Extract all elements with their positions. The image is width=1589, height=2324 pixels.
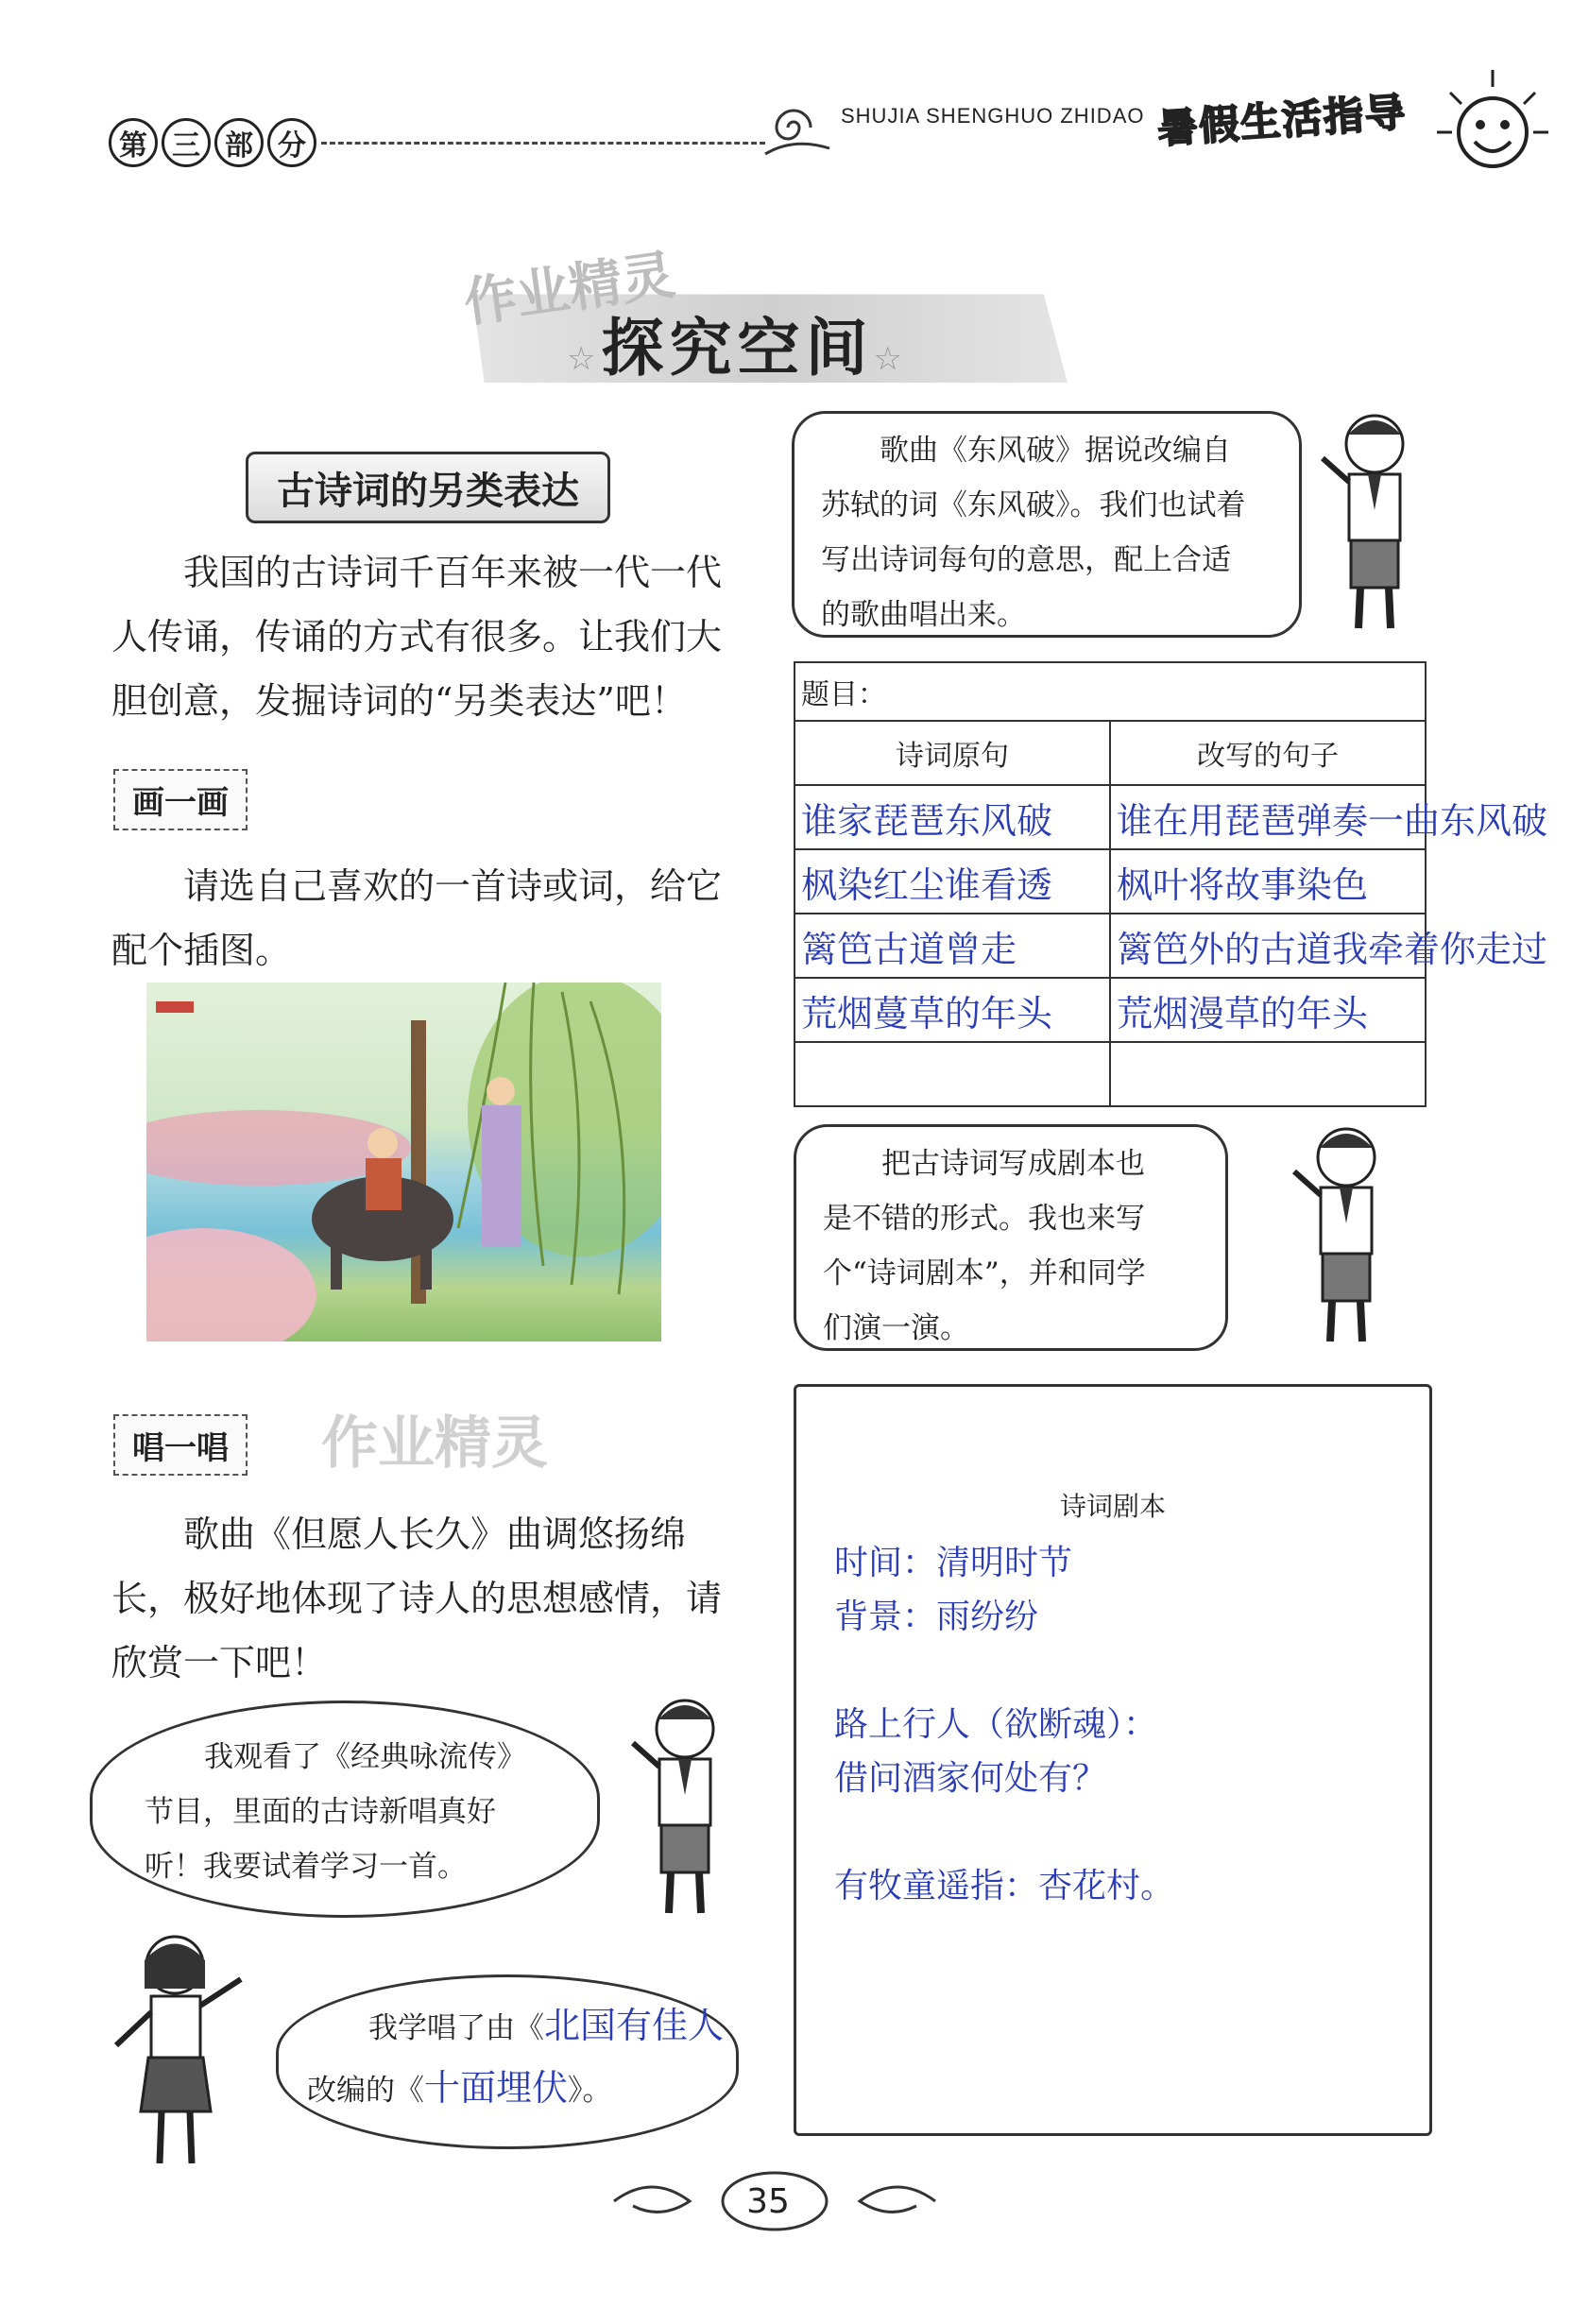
draw-line: 请选自己喜欢的一首诗或词，给它 xyxy=(183,865,723,907)
part-label xyxy=(109,118,316,167)
bubble-line xyxy=(368,1998,724,2056)
draw-instruction xyxy=(111,854,754,983)
script-body xyxy=(834,1536,1401,1913)
intro-line: 我国的古诗词千百年来被一代一代 xyxy=(183,552,723,593)
script-line[interactable]: 路上行人（欲断魂）： xyxy=(834,1705,1158,1744)
script-line[interactable]: 时间：清明时节 xyxy=(834,1544,1073,1582)
bubble-line xyxy=(307,2060,612,2118)
sing-line: 长，极好地体现了诗人的思想感情，请 xyxy=(111,1578,723,1619)
rewritten-line[interactable]: 荒烟漫草的年头 xyxy=(1110,978,1426,1042)
bubble-line: 写出诗词每句的意思，配上合适 xyxy=(821,543,1231,577)
original-line[interactable]: 篱笆古道曾走 xyxy=(794,914,1110,978)
watermark: 作业精灵 xyxy=(321,1410,548,1477)
sing-line: 歌曲《但愿人长久》曲调悠扬绵 xyxy=(183,1513,687,1555)
boy-figure-icon xyxy=(1313,406,1436,642)
bubble-text: 我学唱了由《 xyxy=(368,2011,544,2045)
table-header: 改写的句子 xyxy=(1110,721,1426,785)
script-line[interactable] xyxy=(834,1805,1401,1859)
section-title xyxy=(567,298,908,387)
speech-bubble-boy xyxy=(90,1700,600,1918)
bubble-line: 个“诗词剧本”，并和同学 xyxy=(823,1256,1146,1290)
original-line[interactable] xyxy=(794,1042,1110,1106)
original-line[interactable]: 荒烟蔓草的年头 xyxy=(794,978,1110,1042)
sing-instruction xyxy=(111,1502,754,1695)
bubble-text: 》。 xyxy=(568,2074,612,2108)
poem-illustration xyxy=(146,983,661,1341)
part-char: 部 xyxy=(214,118,264,167)
rewritten-line[interactable]: 枫叶将故事染色 xyxy=(1110,849,1426,914)
intro-paragraph xyxy=(111,540,754,733)
bubble-line: 是不错的形式。我也来写 xyxy=(823,1202,1145,1236)
script-line[interactable] xyxy=(834,1644,1401,1698)
girl-figure-icon xyxy=(99,1922,260,2178)
bubble-line: 们演一演。 xyxy=(823,1311,969,1345)
script-title: 诗词剧本 xyxy=(1059,1491,1166,1522)
brand-logo: 暑假生活指导 xyxy=(1155,88,1409,153)
speech-bubble-mid xyxy=(794,1124,1228,1351)
header-pinyin: SHUJIA SHENGHUO ZHIDAO xyxy=(841,104,1145,128)
script-line[interactable]: 借问酒家何处有？ xyxy=(834,1759,1107,1798)
speech-bubble-top xyxy=(792,411,1302,638)
sing-line: 欣赏一下吧！ xyxy=(111,1642,328,1683)
table-header: 诗词原句 xyxy=(794,721,1110,785)
boy-figure-icon xyxy=(624,1691,746,1927)
rewritten-line[interactable] xyxy=(1110,1042,1426,1106)
bubble-line: 节目，里面的古诗新唱真好 xyxy=(145,1795,496,1829)
script-line[interactable]: 背景：雨纷纷 xyxy=(834,1598,1039,1636)
table-row xyxy=(794,849,1426,914)
page-number: 35 xyxy=(746,2181,790,2221)
topic-subtitle: 古诗词的另类表达 xyxy=(246,452,610,523)
rewritten-line[interactable]: 谁在用琵琶弹奏一曲东风破 xyxy=(1110,785,1426,849)
intro-line: 胆创意，发掘诗词的“另类表达”吧！ xyxy=(111,680,687,722)
bubble-line: 的歌曲唱出来。 xyxy=(821,598,1026,632)
watermark: 作业精灵 xyxy=(460,244,679,335)
bubble-line: 听！我要试着学习一首。 xyxy=(145,1850,467,1884)
bubble-line: 苏轼的词《东风破》。我们也试着 xyxy=(821,488,1246,522)
poem-script-scroll xyxy=(794,1384,1432,2136)
bubble-line: 我观看了《经典咏流传》 xyxy=(204,1740,526,1774)
draw-label: 画一画 xyxy=(113,769,248,830)
star-icon: ☆ xyxy=(873,340,908,378)
illustration-scene xyxy=(146,983,661,1341)
poem-rewrite-table xyxy=(794,661,1548,1107)
part-char: 分 xyxy=(267,118,316,167)
table-row xyxy=(794,914,1426,978)
handwritten-answer: 十面埋伏 xyxy=(424,2067,569,2109)
original-line[interactable]: 谁家琵琶东风破 xyxy=(794,785,1110,849)
original-line[interactable]: 枫染红尘谁看透 xyxy=(794,849,1110,914)
table-row xyxy=(794,1042,1426,1106)
speech-bubble-girl xyxy=(276,1974,739,2149)
script-line[interactable]: 有牧童遥指：杏花村。 xyxy=(834,1867,1175,1905)
table-title-label: 题目： xyxy=(794,662,1426,721)
handwritten-answer: 北国有佳人 xyxy=(544,2005,725,2046)
intro-line: 人传诵，传诵的方式有很多。让我们大 xyxy=(111,616,723,658)
table-row xyxy=(794,978,1426,1042)
star-icon: ☆ xyxy=(567,340,602,378)
section-title-text: 探究空间 xyxy=(601,312,874,384)
sing-label: 唱一唱 xyxy=(113,1414,248,1476)
swirl-ornament-icon xyxy=(756,90,831,165)
bubble-text: 改编的《 xyxy=(307,2074,424,2108)
part-char: 三 xyxy=(162,118,211,167)
table-row xyxy=(794,785,1426,849)
draw-line: 配个插图。 xyxy=(111,930,292,971)
header-divider xyxy=(321,142,765,145)
smiling-sun-icon xyxy=(1431,66,1554,189)
bubble-line: 歌曲《东风破》据说改编自 xyxy=(880,434,1231,468)
bubble-line: 把古诗词写成剧本也 xyxy=(881,1147,1145,1181)
boy-figure-icon xyxy=(1285,1119,1408,1356)
rewritten-line[interactable]: 篱笆外的古道我牵着你走过 xyxy=(1110,914,1426,978)
part-char: 第 xyxy=(109,118,158,167)
